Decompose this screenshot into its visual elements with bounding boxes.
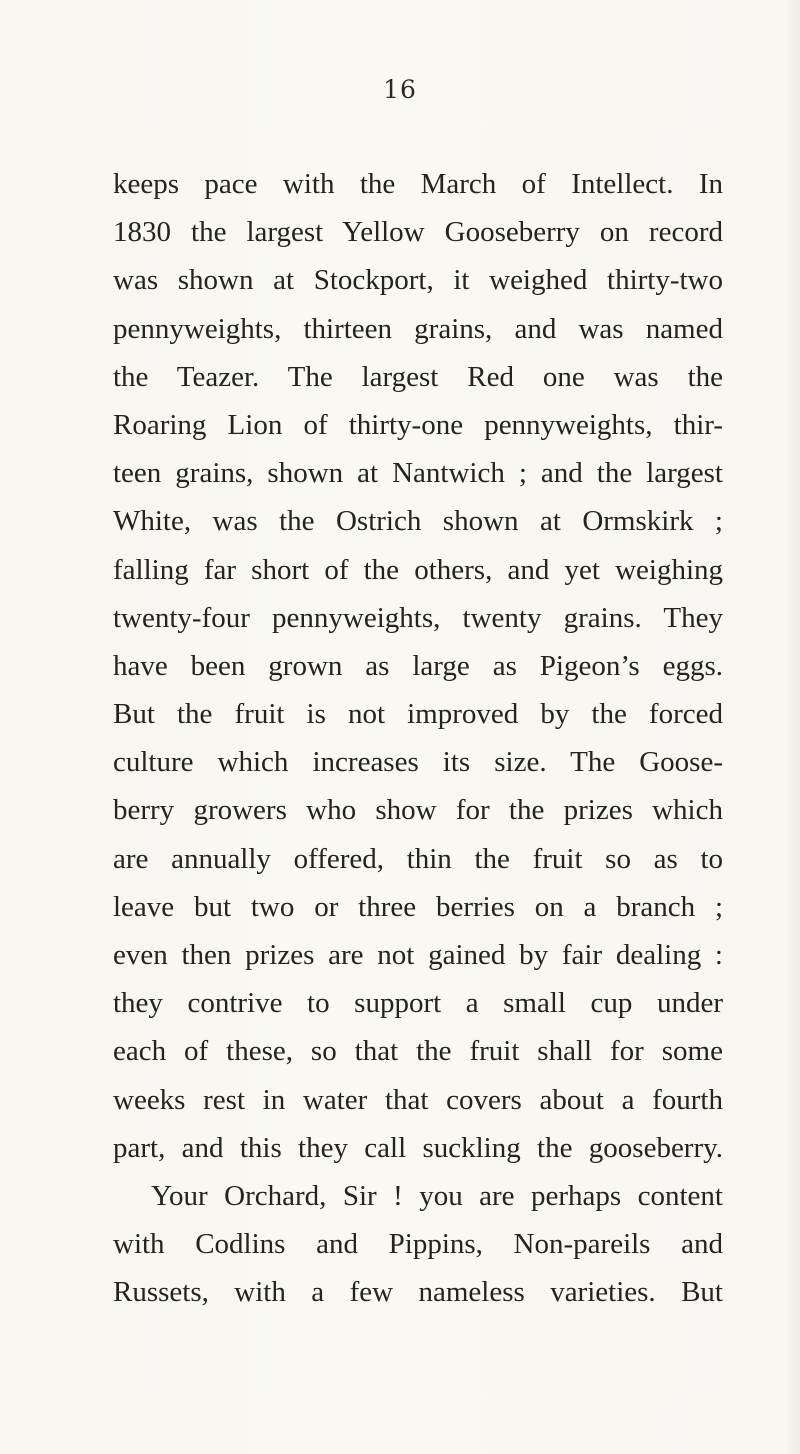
text-line: they contrive to support a small cup under [113,987,723,1020]
text-line: Roaring Lion of thirty-one pennyweights, thir- [113,408,723,441]
text-line: part, and this they call suckling the gooseberry. [113,1131,723,1164]
text-line: berry growers who show for the prizes which [113,794,723,827]
text-line: the Teazer. The largest Red one was the [113,360,723,393]
text-line: weeks rest in water that covers about a fourth [113,1083,723,1116]
text-line: Russets, with a few nameless varieties. But [113,1276,723,1309]
text-line: are annually offered, thin the fruit so as to [113,842,723,875]
text-line: culture which increases its size. The Goose- [113,746,723,779]
text-line: White, was the Ostrich shown at Ormskirk ; [113,505,723,538]
text-line: But the fruit is not improved by the forced [113,698,723,731]
text-line: have been grown as large as Pigeon’s eggs. [113,649,723,682]
text-line: pennyweights, thirteen grains, and was named [113,312,723,345]
text-line: with Codlins and Pippins, Non-pareils and [113,1228,723,1261]
text-line: teen grains, shown at Nantwich ; and the largest [113,457,723,490]
body-text [113,160,723,1317]
text-line: even then prizes are not gained by fair dealing : [113,939,723,971]
page-edge-shadow [786,0,800,1454]
page-number: 16 [383,75,417,104]
text-line: was shown at Stockport, it weighed thirty-two [113,264,723,297]
text-line: twenty-four pennyweights, twenty grains. They [113,601,723,634]
text-line: 1830 the largest Yellow Gooseberry on record [113,216,723,249]
text-line: falling far short of the others, and yet weighing [113,553,723,586]
text-line: leave but two or three berries on a branch ; [113,890,723,923]
text-line: each of these, so that the fruit shall for some [113,1035,723,1068]
text-line: Your Orchard, Sir ! you are perhaps content [151,1179,723,1212]
text-line: keeps pace with the March of Intellect. In [113,168,723,200]
